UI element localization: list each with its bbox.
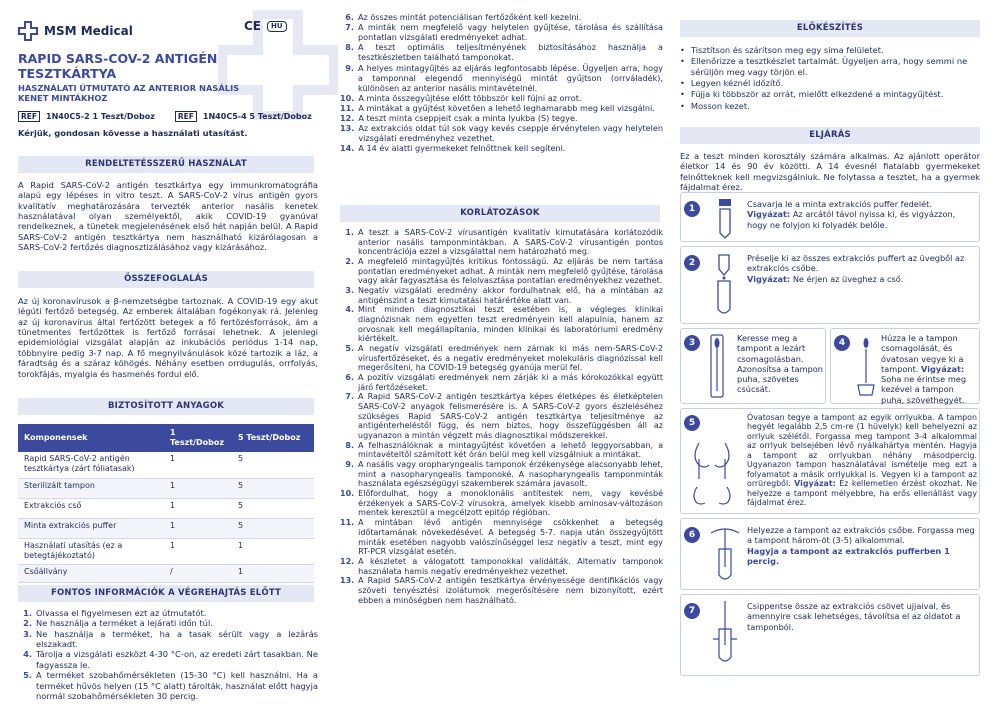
table-row xyxy=(18,564,314,582)
step-text: Csippentse össze az extrakciós csövet ujjaival, és amennyire csak lehetséges, távolítsa el az oldatot a tamponból. xyxy=(747,601,961,632)
right-column xyxy=(680,0,982,706)
step-text: Helyezze a tampont az extrakciós csőbe. Forgassa meg a tampont három-öt (3-5) alkalommal. Hagyja a tampont az extrakciós pufferben 1 percig. xyxy=(747,525,975,566)
reference-row xyxy=(18,111,312,122)
certification-marks xyxy=(244,19,287,34)
table-header-row xyxy=(18,424,314,452)
cell-five: 1 xyxy=(232,538,314,564)
list-item: • Tisztítson és szárítson meg egy sima felületet. xyxy=(680,45,980,55)
step-number: 2 xyxy=(684,255,700,271)
cell-name: Használati utasítás (ez a betegtájékoztató) xyxy=(18,538,164,564)
section-heading-summary: ÖSSZEFOGLALÁS xyxy=(18,271,314,288)
list-item: 2. Ne használja a terméket a lejárati időn túl. xyxy=(23,618,213,629)
ref-code-2: 1N40C5-4 5 Teszt/Doboz xyxy=(202,111,312,121)
list-item: 6. A pozitív vizsgálati eredmények nem zárják ki a más kórokozókkal együtt járó fertőzéseket. xyxy=(345,373,663,392)
cell-one: 1 xyxy=(164,498,232,518)
cell-five: 1 xyxy=(232,564,314,582)
list-item: • Legyen kéznél időzítő. xyxy=(680,78,980,88)
column-header: Komponensek xyxy=(18,424,164,452)
table-row xyxy=(18,538,314,564)
step-text: Húzza le a tampon csomagolását, és óvatosan vegye ki a tampont. Vigyázat: Soha ne érintse meg kezével a tampon puha, szövethegyét. xyxy=(881,333,967,405)
buffer-bottle-icon xyxy=(707,197,743,239)
list-item: 4. Mint minden diagnosztikai teszt esetében is, a végleges klinikai diagnózisnak nem egyetlen teszt eredményein kell alapulnia, hanem az orvosnak kell megállapítania, minden klinikai és laboratóriumi eredmény kiértékelt. xyxy=(345,305,663,344)
step-text: Óvatosan tegye a tampont az egyik orrlyukba. A tampon hegyét legalább 2,5 cm-re (1 hüvelyk) kell behelyezni az orrlyuk szélétől. Forgassa meg tampont 3-4 alkalommal az orrlyuk belsejében lévő nyálkahártya mentén. Hagyja a tampont az orrlyukban néhány másodpercig. Ugyanazon tampon használatával ismételje meg ezt a folyamatot a másik orrlyukkal is. Vegyen ki a tampont az orrüregből. Vigyázat: Ez kellemetlen érzést okozhat. Ne helyezze a tampont mélyebbre, ha erős ellenállást vagy fájdalmat érez. xyxy=(747,413,978,508)
section-heading-intended-use: RENDELTETÉSSZERŰ HASZNÁLAT xyxy=(18,156,314,173)
language-badge: HU xyxy=(267,21,287,32)
list-item: 12. A teszt minta cseppjeit csak a minta lyukba (S) tegye. xyxy=(340,113,578,124)
section-heading-limitations: KORLÁTOZÁSOK xyxy=(340,205,660,222)
list-item: • Fújja ki többször az orrát, mielőtt elkezdené a mintagyűjtést. xyxy=(680,89,980,99)
list-item: 11. A mintában lévő antigén mennyisége csökkenhet a betegség időtartamának növekedésével. A betegség 5-7. napja után összegyűjtött minták esetében nagyobb valószínűséggel lesz negatív a teszt, mint egy RT-PCR vizsgálat esetén. xyxy=(340,518,663,557)
ce-mark: CE xyxy=(244,19,262,33)
step-text: Csavarja le a minta extrakciós puffer fedelét. Vigyázat: Az arcától távol nyissa ki, és vigyázzon, hogy ne folyjon ki folyadék belőle. xyxy=(747,199,956,230)
swab-in-tube-icon xyxy=(707,523,743,587)
section-heading-preparation: ELŐKÉSZÍTÉS xyxy=(680,20,980,37)
list-item: 1. Olvassa el figyelmesen ezt az útmutatót. xyxy=(23,608,207,618)
cell-one: 1 xyxy=(164,478,232,498)
brand-logo-icon xyxy=(18,21,38,41)
cell-name: Sterilizált tampon xyxy=(18,478,164,498)
cell-five: 5 xyxy=(232,498,314,518)
step-number: 5 xyxy=(684,415,700,431)
section-heading-important: FONTOS INFORMÁCIÓK A VÉGREHAJTÁS ELŐTT xyxy=(18,585,314,602)
ref-badge: REF xyxy=(18,111,40,122)
table-row xyxy=(18,478,314,498)
list-item: 8. A teszt optimális teljesítményének biztosításához használja a tesztkészletben található tamponokat. xyxy=(345,42,663,63)
list-item: 13. Az extrakciós oldat túl sok vagy kevés cseppje érvénytelen vagy helytelen vizsgálati eredményhez vezethet. xyxy=(340,123,663,144)
step-text: Keresse meg a tampont a lezárt csomagolásban. Azonosítsa a tampon puha, szövetes csúcsát. xyxy=(737,333,823,395)
step-number: 6 xyxy=(684,527,700,543)
preparation-list xyxy=(680,45,980,112)
step-number: 3 xyxy=(684,335,700,351)
left-column xyxy=(18,0,320,706)
table-row xyxy=(18,452,314,478)
brand xyxy=(18,21,133,41)
ref-code-1: 1N40C5-2 1 Teszt/Doboz xyxy=(46,111,155,121)
swab-package-icon xyxy=(705,333,731,401)
step-6 xyxy=(680,518,980,590)
document-subtitle: HASZNÁLATI ÚTMUTATÓ AZ ANTERIOR NASÁLIS KENET MINTÁKHOZ xyxy=(18,83,240,104)
procedure-intro: Ez a teszt minden korosztály számára alkalmas. Az ajánlott operátor életkor 14 és 90 év közötti. A 14 évesnél fiatalabb gyermekeket felnőtteknek kell megvizsgálniuk. Ne folytassa a tesztet, ha a gyermek fájdalmat érez. xyxy=(680,151,980,193)
cell-name: Csőállvány xyxy=(18,564,164,582)
list-item: 13. A Rapid SARS-CoV-2 antigén tesztkártya érvényessége dentifikációs vagy szöveti tenyésztési izolátumok megerősítésére nem bizonyított, ezért ebben a minőségben nem használható. xyxy=(340,576,663,605)
intended-use-text: A Rapid SARS-CoV-2 antigén tesztkártya egy immunkromatográfia alapú egy lépéses in vitro teszt. A SARS-CoV-2 vírus antigén gyors kvalitatív meghatározására tervezték anterior nasális kenetek használatával olyan személyektől, akik COVID-19 gyanúval rendelkeznek, a tünetek megjelenésének első hét napján belül. A Rapid SARS-CoV-2 antigén tesztkártya nem használható kizárólagosan a SARS-CoV-2 fertőzés diagnosztizálásához vagy kizárásához. xyxy=(18,180,318,253)
list-item: 9. A helyes mintagyűjtés az eljárás legfontosabb lépése. Ügyeljen arra, hogy a tamponnal elegendő mennyiségű mintát gyűjtson (orrváladék), különösen az anterior nasális mintavételnél. xyxy=(345,62,663,93)
list-item: 2. A megfelelő mintagyűjtés kritikus fontosságú. Az eljárás be nem tartása pontatlan eredményeket adhat. A minták nem megfelelő gyűjtése, tárolása vagy akár fagyasztása és felolvasztása pontatlan eredményekhez vezethet. xyxy=(345,257,663,286)
list-item: 14. A 14 év alatti gyermekeket felnőttnek kell segíteni. xyxy=(340,143,566,154)
cell-one: / xyxy=(164,564,232,582)
nostril-swab-icon xyxy=(685,435,741,511)
cell-five: 5 xyxy=(232,478,314,498)
list-item: 3. Negatív vizsgálati eredmény akkor fordulhatnak elő, ha a mintában az antigénszint a teszt kimutatási határértéke alatt van. xyxy=(345,286,663,305)
list-item: 7. A minták nem megfelelő vagy helytelen gyűjtése, tárolása és szállítása pontatlan vizsgálati eredményeket adhat. xyxy=(345,22,663,43)
cell-one: 1 xyxy=(164,538,232,564)
table-row xyxy=(18,498,314,518)
middle-column xyxy=(340,0,663,706)
section-heading-procedure: ELJÁRÁS xyxy=(680,127,980,144)
list-item: 7. A Rapid SARS-CoV-2 antigén tesztkártya képes életképes és életképtelen SARS-CoV-2 anyagok felismerésére is. A SARS-CoV-2 gyors észleléséhez szükséges Rapid SARS-CoV-2 antigén tesztkártya teljesítménye az antigénterheléstől függ, és nem biztos, hogy összefüggésben áll az ugyanazon a mintán végzett más diagnosztikai módszerekkel. xyxy=(345,392,663,441)
step-number: 1 xyxy=(684,201,700,217)
list-item: 10. Előfordulhat, hogy a monoklonális antitestek nem, vagy kevésbé érzékenyek a SARS-CoV-2 vírusokra, amelyek kisebb aminosav-változáson mentek keresztül a megcélzott epitóp régióban. xyxy=(340,489,663,518)
list-item: 3. Ne használja a terméket, ha a tasak sérült vagy a lezárás elszakadt. xyxy=(23,628,318,650)
list-item: 10. A minta összegyűjtése előtt többször kell fújni az orrot. xyxy=(340,92,582,103)
extraction-tube-icon xyxy=(707,251,743,319)
step-3 xyxy=(680,328,826,404)
section-heading-materials: BIZTOSÍTOTT ANYAGOK xyxy=(18,398,314,415)
list-item: • Ellenőrizze a tesztkészlet tartalmát. Ügyeljen arra, hogy semmi ne sérüljön meg vagy törjön el. xyxy=(680,56,980,77)
important-list-a xyxy=(18,608,318,701)
column-header: 5 Teszt/Doboz xyxy=(232,424,314,452)
cell-name: Rapid SARS-CoV-2 antigén tesztkártya (zárt fóliatasak) xyxy=(18,452,164,478)
step-number: 7 xyxy=(684,603,700,619)
list-item: 8. A felhasználóknak a mintagyűjtést követően a lehető leggyorsabban, a mintavételtől számított két órán belül meg kell vizsgálniuk a mintákat. xyxy=(345,440,663,460)
squeeze-tube-icon xyxy=(707,599,743,673)
cell-one: 1 xyxy=(164,518,232,538)
important-list-b xyxy=(340,12,663,154)
ref-badge: REF xyxy=(175,111,197,122)
list-item: 12. A készletet a válogatott tamponokkal validálták. Alternatív tamponok használata hamis negatív eredményekhez vezethet. xyxy=(340,556,663,576)
document-title: RAPID SARS-COV-2 ANTIGÉN TESZTKÁRTYA xyxy=(18,51,218,81)
cell-five: 5 xyxy=(232,518,314,538)
step-7 xyxy=(680,594,980,676)
cell-one: 1 xyxy=(164,452,232,478)
step-1 xyxy=(680,192,980,242)
materials-table xyxy=(18,424,314,583)
step-2 xyxy=(680,246,980,324)
cell-five: 5 xyxy=(232,452,314,478)
list-item: 11. A mintákat a gyűjtést követően a lehető leghamarabb meg kell vizsgálni. xyxy=(340,102,655,113)
summary-text: Az új koronavírusok a β-nemzetségbe tartoznak. A COVID-19 egy akut légúti fertőző betegség. Az emberek általában fogékonyak rá. Jelenleg az új koronavírus által fertőzött betegek a fő fertőzésforrások, ám a tünetmentes fertőzöttek is fertőző forrásai lehetnek. A jelenlegi epidemiológiai vizsgálat alapján az inkubációs periódus 1-14 nap, többnyire pedig 3-7 nap. A fő megnyilvánulások közé tartozik a láz, a fáradtság és a száraz köhögés. Néhány esetben orrdugulás, orrfolyás, torokfájás, myalgia és hasmenés fordul elő. xyxy=(18,296,318,379)
column-header: 1 Teszt/Doboz xyxy=(164,424,232,452)
step-5 xyxy=(680,408,980,514)
table-row xyxy=(18,518,314,538)
step-number: 4 xyxy=(834,335,850,351)
cell-name: Minta extrakciós puffer xyxy=(18,518,164,538)
step-4 xyxy=(830,328,980,404)
list-item: 6. Az összes mintát potenciálisan fertőzőként kell kezelni. xyxy=(345,12,582,22)
instructions-note: Kérjük, gondosan kövesse a használati utasítást. xyxy=(18,128,248,138)
step-text: Préselje ki az összes extrakciós puffert az üvegből az extrakciós csőbe. Vigyázat: Ne érjen az üveghez a cső. xyxy=(747,253,965,284)
list-item: 9. A nasális vagy oropharyngealis tamponok érzékenysége alacsonyabb lehet, mint a nasopharyngealis tamponoké. A nasopharyngealis tamponminták használata egészségügyi szakemberek számára javasolt. xyxy=(345,460,663,489)
list-item: 5. A negatív vizsgálati eredmények nem zárnak ki más nem-SARS-CoV-2 vírusfertőzéseket, és a negatív eredményeket molekuláris diagnózissal kell megerősíteni, ha COVID-19 betegség gyanúja merül fel. xyxy=(345,344,663,373)
cell-name: Extrakciós cső xyxy=(18,498,164,518)
brand-name: MSM Medical xyxy=(44,23,133,38)
list-item: 4. Tárolja a vizsgálati eszközt 4-30 °C-on, az eredeti zárt tasakban. Ne fagyassza le. xyxy=(23,649,318,670)
swab-icon xyxy=(853,333,879,401)
list-item: • Mosson kezet. xyxy=(680,101,980,111)
limitations-list xyxy=(340,228,663,605)
list-item: 5. A terméket szobahőmérsékleten (15-30 °C) kell használni. Ha a terméket hűvös helyen (15 °C alatt) tárolták, használat előtt hagyja normál szobahőmérsékleten 30 percig. xyxy=(23,670,318,701)
list-item: 1. A teszt a SARS-CoV-2 vírusantigén kvalitatív kimutatására korlátozódik anterior nasális tamponmintákban. A SARS-CoV-2 vírusantigén pontos koncentrációja ezzel a vizsgálattal nem határozható meg. xyxy=(345,228,663,257)
